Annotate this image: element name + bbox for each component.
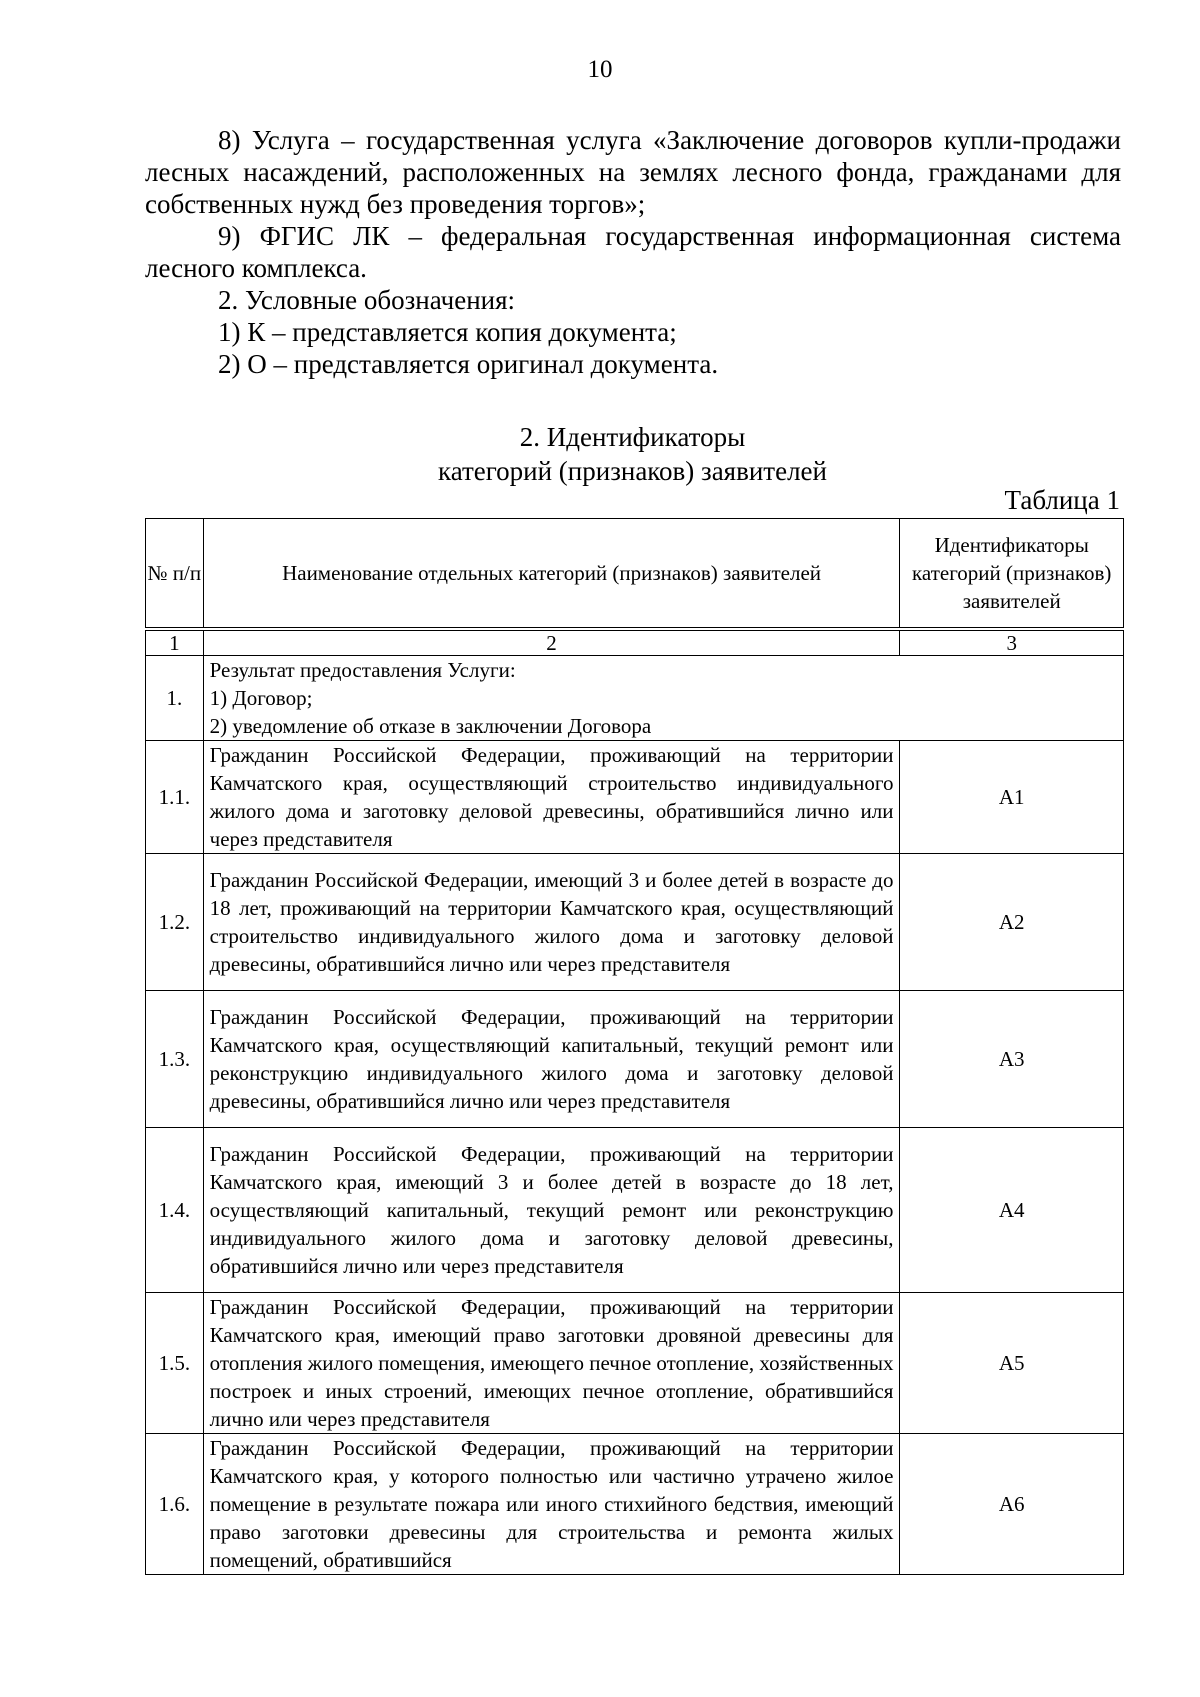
table-header-row — [146, 519, 1124, 630]
row-identifier-cell: А4 — [900, 1128, 1124, 1293]
row-description-cell: Гражданин Российской Федерации, проживающий на территории Камчатского края, имеющий право заготовки дровяной древесины для отопления жилого помещения, имеющего печное отопление, хозяйственных построек и иных строений, имеющих печное отопление, обратившийся лично или через представителя — [203, 1293, 900, 1434]
row-identifier-cell: А3 — [900, 991, 1124, 1128]
section-title — [0, 420, 1200, 488]
row-description-cell: Гражданин Российской Федерации, проживающий на территории Камчатского края, имеющий 3 и более детей в возрасте до 18 лет, осуществляющий капитальный, текущий ремонт или реконструкцию индивидуального жилого дома и заготовку деловой древесины, обратившийся лично или через представителя — [203, 1128, 900, 1293]
section-title-line2: категорий (признаков) заявителей — [437, 456, 827, 486]
group-description-cell — [203, 656, 1123, 741]
page-number: 10 — [587, 56, 613, 83]
row-description-cell: Гражданин Российской Федерации, имеющий 3 и более детей в возрасте до 18 лет, проживающий на территории Камчатского края, осуществляющий строительство индивидуального жилого дома и заготовку деловой древесины, обратившийся лично или через представителя — [203, 854, 900, 991]
row-description-cell: Гражданин Российской Федерации, проживающий на территории Камчатского края, у которого полностью или частично утрачено жилое помещение в результате пожара или иного стихийного бедствия, имеющий право заготовки древесины для строительства и ремонта жилых помещений, обратившийся — [203, 1434, 900, 1575]
paragraph-legend-title: 2. Условные обозначения: — [218, 285, 516, 315]
table-row — [146, 741, 1124, 854]
table-row — [146, 1128, 1124, 1293]
row-identifier-cell: А2 — [900, 854, 1124, 991]
group-line-2: 1) Договор; — [209, 686, 313, 710]
table-row — [146, 991, 1124, 1128]
paragraph-usluga: 8) Услуга – государственная услуга «Заключение договоров купли-продажи лесных насаждений, расположенных на землях лесного фонда, гражданами для собственных нужд без проведения торгов»; — [145, 125, 1121, 219]
row-number-cell: 1.3. — [146, 991, 204, 1128]
header-name-cell: Наименование отдельных категорий (признаков) заявителей — [203, 519, 900, 630]
row-identifier-cell: А6 — [900, 1434, 1124, 1575]
table-row — [146, 1293, 1124, 1434]
row-description-cell: Гражданин Российской Федерации, проживающий на территории Камчатского края, осуществляющий строительство индивидуального жилого дома и заготовку деловой древесины, обратившийся лично или через представителя — [203, 741, 900, 854]
header-identifier-cell: Идентификаторы категорий (признаков) заявителей — [900, 519, 1124, 630]
paragraph-legend-copy: 1) К – представляется копия документа; — [218, 317, 677, 347]
row-number-cell: 1.6. — [146, 1434, 204, 1575]
table-row-group — [146, 656, 1124, 741]
row-identifier-cell: А1 — [900, 741, 1124, 854]
row-number-cell: 1.2. — [146, 854, 204, 991]
paragraph-legend-original: 2) О – представляется оригинал документа. — [218, 349, 719, 379]
identifiers-table — [145, 518, 1124, 1575]
row-number-cell: 1. — [146, 656, 204, 741]
column-number-2: 2 — [203, 629, 900, 656]
row-description-cell: Гражданин Российской Федерации, проживающий на территории Камчатского края, осуществляющий капитальный, текущий ремонт или реконструкцию индивидуального жилого дома и заготовку деловой древесины, обратившийся лично или через представителя — [203, 991, 900, 1128]
paragraph-fgis: 9) ФГИС ЛК – федеральная государственная информационная система лесного комплекса. — [145, 221, 1121, 283]
column-number-3: 3 — [900, 629, 1124, 656]
row-identifier-cell: А5 — [900, 1293, 1124, 1434]
group-line-3: 2) уведомление об отказе в заключении Договора — [209, 714, 652, 738]
row-number-cell: 1.1. — [146, 741, 204, 854]
column-number-1: 1 — [146, 629, 204, 656]
row-number-cell: 1.4. — [146, 1128, 204, 1293]
section-title-line1: 2. Идентификаторы — [519, 422, 746, 452]
table-row — [146, 1434, 1124, 1575]
row-number-cell: 1.5. — [146, 1293, 204, 1434]
table-caption: Таблица 1 — [1004, 485, 1120, 515]
table-row — [146, 854, 1124, 991]
body-text — [145, 124, 1121, 380]
column-number-row — [146, 629, 1124, 656]
header-number-cell: № п/п — [146, 519, 204, 630]
group-line-1: Результат предоставления Услуги: — [209, 658, 516, 682]
